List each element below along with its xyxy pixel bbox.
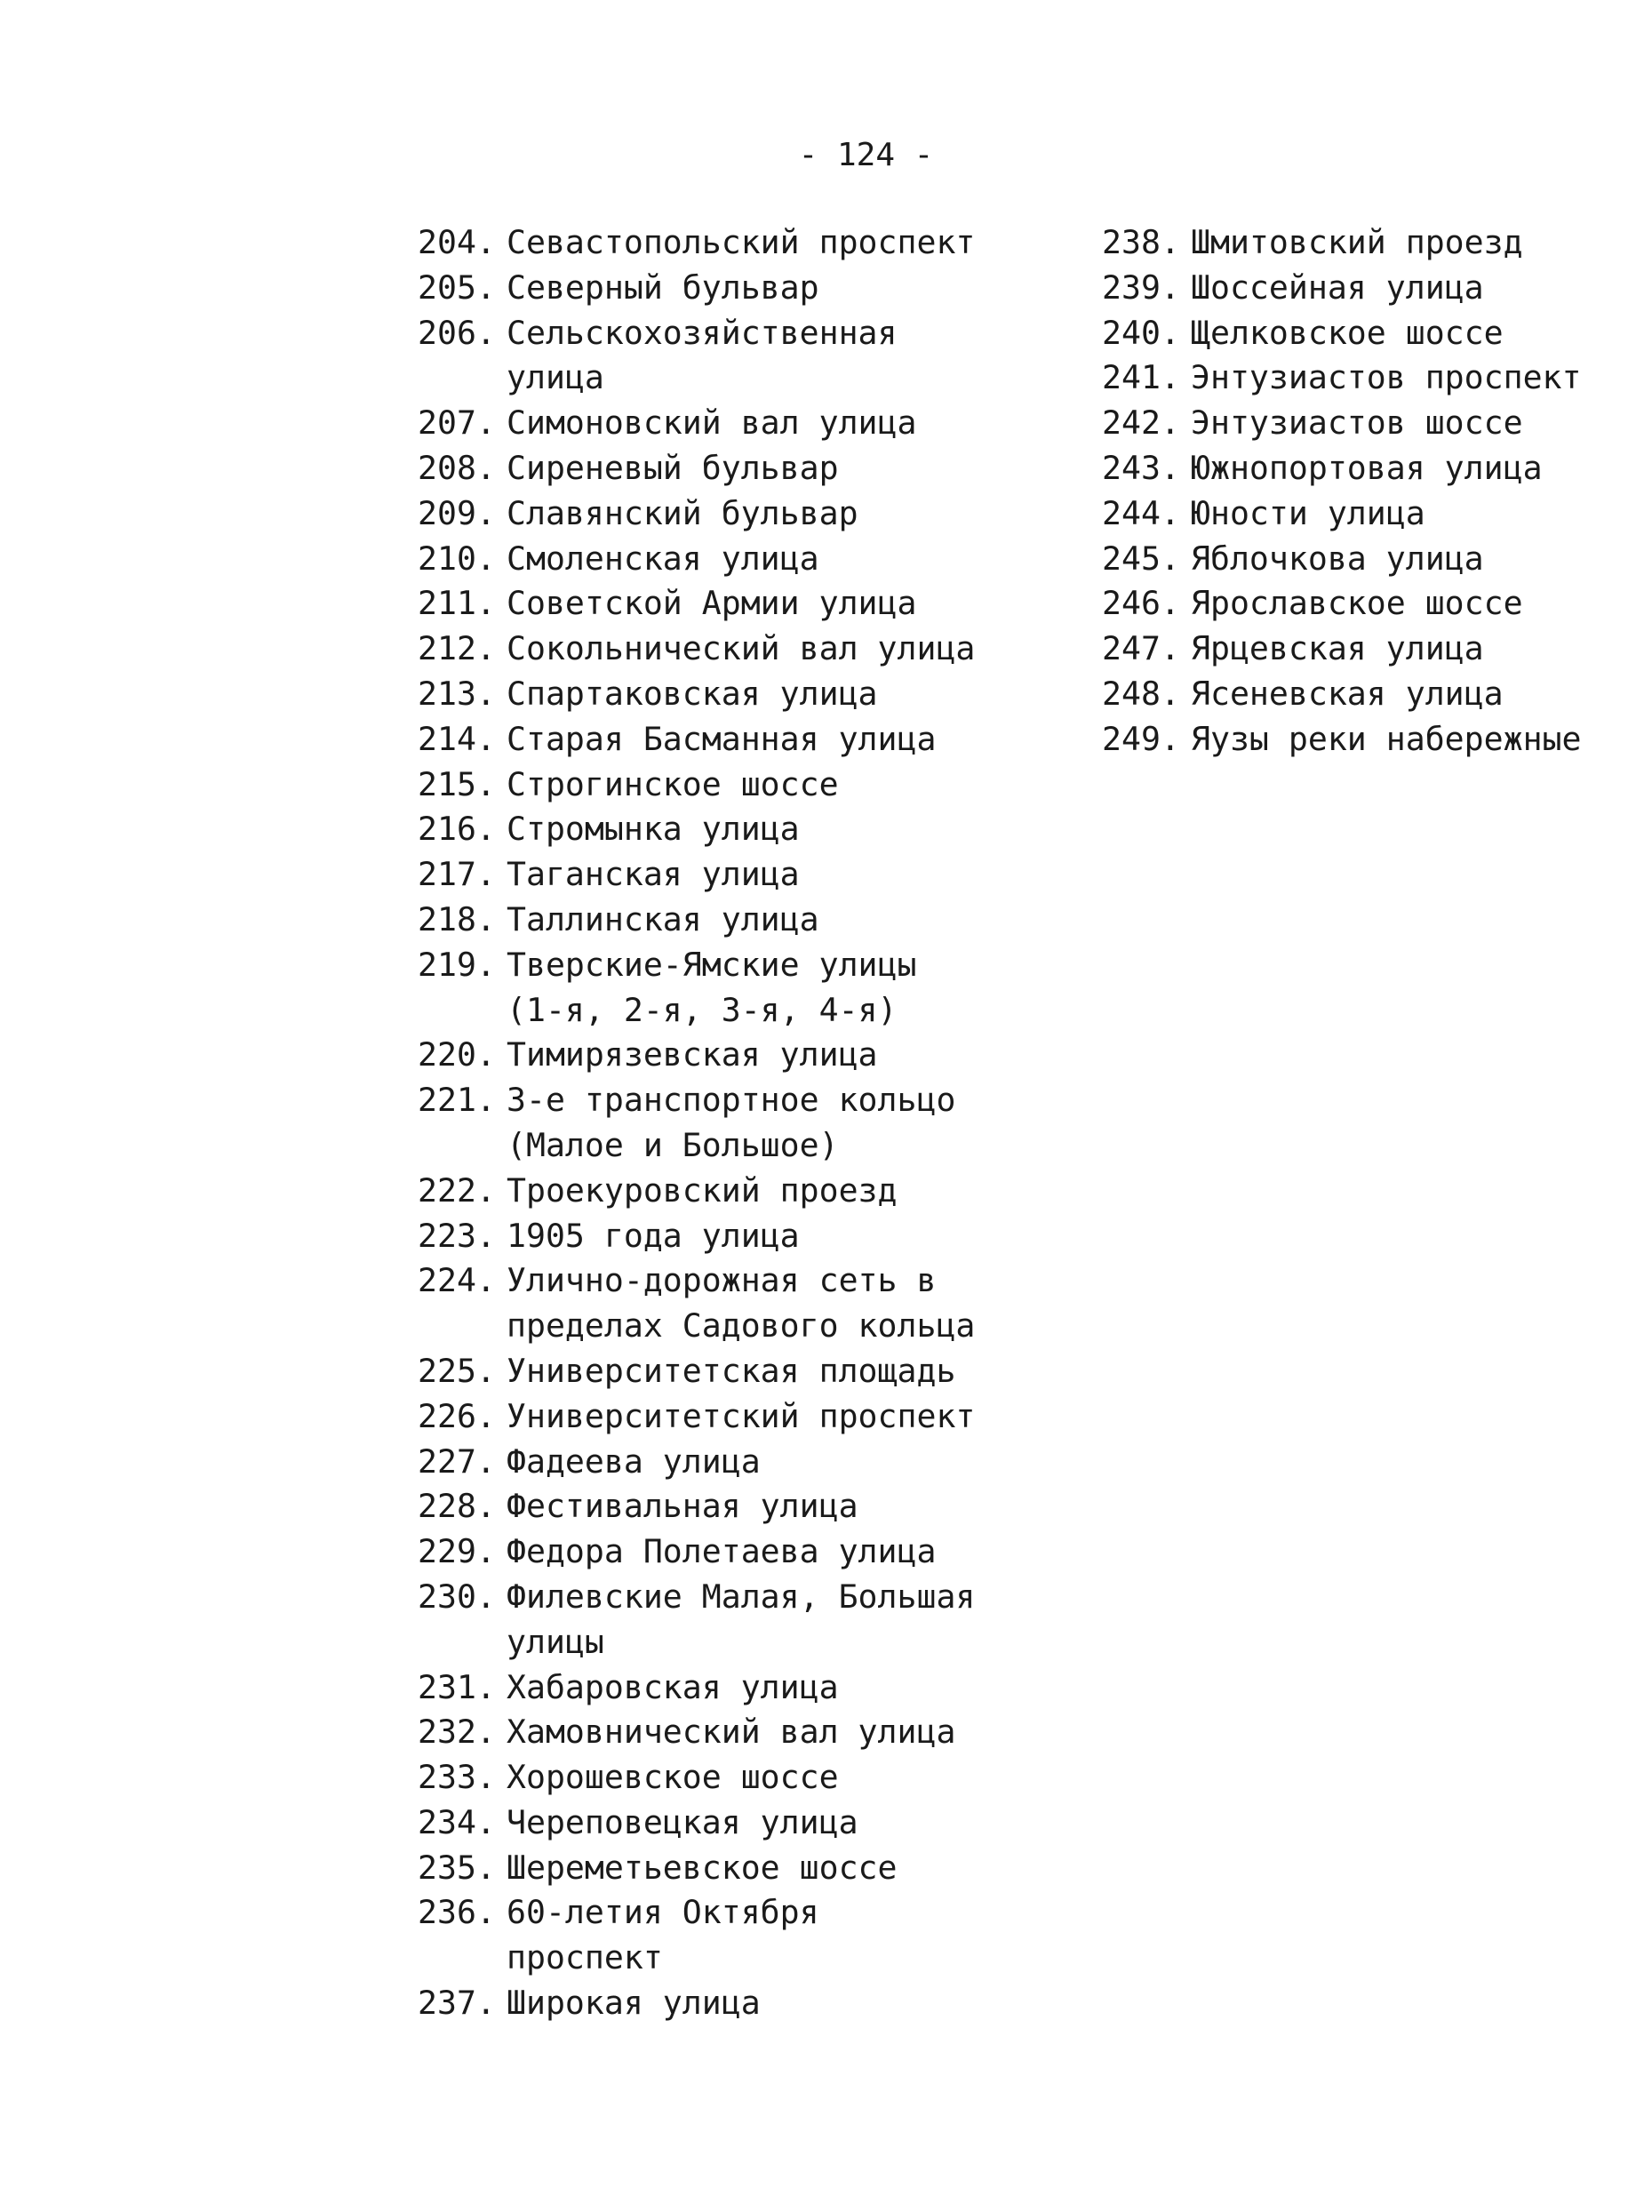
list-item <box>418 898 986 943</box>
street-name: Таганская улица <box>507 855 800 894</box>
street-name: Череповецкая улица <box>507 1802 858 1841</box>
street-name: Шереметьевское шоссе <box>507 1848 898 1887</box>
list-item <box>1102 672 1635 717</box>
item-number: 224. <box>418 1261 496 1300</box>
item-number: 234. <box>418 1802 496 1841</box>
list-item <box>418 581 986 627</box>
street-name: Фадеева улица <box>507 1441 761 1481</box>
item-number: 217. <box>418 855 496 894</box>
street-name: 3-е транспортное кольцо (Малое и Большое) <box>507 1081 956 1164</box>
street-name: Ярославское шоссе <box>1191 584 1523 623</box>
item-number: 248. <box>1102 674 1180 713</box>
list-item <box>418 1394 986 1440</box>
street-name: Симоновский вал улица <box>507 403 917 443</box>
street-name: Северный бульвар <box>507 268 819 307</box>
street-name: Энтузиастов проспект <box>1191 358 1582 397</box>
item-number: 213. <box>418 674 496 713</box>
street-name: Хамовнический вал улица <box>507 1713 956 1752</box>
list-item <box>418 1484 986 1529</box>
list-item <box>418 446 986 491</box>
list-item <box>418 401 986 446</box>
item-number: 212. <box>418 629 496 668</box>
list-item <box>1102 311 1635 356</box>
list-item <box>1102 220 1635 266</box>
street-name: Щелковское шоссе <box>1191 313 1504 352</box>
street-name: Широкая улица <box>507 1984 761 2023</box>
street-name: 1905 года улица <box>507 1216 800 1255</box>
item-number: 208. <box>418 448 496 487</box>
list-item <box>1102 446 1635 491</box>
item-number: 223. <box>418 1216 496 1255</box>
list-item <box>418 1890 986 1981</box>
street-name: Хабаровская улица <box>507 1667 839 1706</box>
list-item <box>418 311 986 402</box>
list-item <box>418 1710 986 1755</box>
list-item <box>1102 717 1635 763</box>
list-item <box>418 1033 986 1078</box>
item-number: 215. <box>418 764 496 803</box>
item-number: 233. <box>418 1758 496 1797</box>
street-name: 60-летия Октября проспект <box>507 1893 819 1977</box>
item-number: 221. <box>418 1081 496 1120</box>
list-item <box>418 220 986 266</box>
item-number: 249. <box>1102 719 1180 758</box>
item-number: 210. <box>418 539 496 578</box>
list-item <box>418 537 986 582</box>
item-number: 244. <box>1102 493 1180 532</box>
street-name: Стромынка улица <box>507 810 800 849</box>
street-name: Хорошевское шоссе <box>507 1758 839 1797</box>
street-name: Фестивальная улица <box>507 1487 858 1526</box>
item-number: 222. <box>418 1170 496 1210</box>
list-item <box>418 1349 986 1394</box>
street-name: Филевские Малая, Большая улицы <box>507 1577 976 1661</box>
list-item <box>418 1755 986 1801</box>
street-name: Сельскохозяйственная улица <box>507 313 898 397</box>
list-item <box>418 1169 986 1214</box>
street-name: Спартаковская улица <box>507 674 878 713</box>
item-number: 230. <box>418 1577 496 1616</box>
item-number: 238. <box>1102 223 1180 261</box>
item-number: 205. <box>418 268 496 307</box>
list-item <box>1102 581 1635 627</box>
street-name: Улично-дорожная сеть в пределах Садового кольца <box>507 1261 976 1346</box>
list-item <box>1102 537 1635 582</box>
item-number: 226. <box>418 1396 496 1435</box>
street-name: Университетский проспект <box>507 1396 976 1435</box>
item-number: 220. <box>418 1035 496 1074</box>
item-number: 245. <box>1102 539 1180 578</box>
item-number: 229. <box>418 1532 496 1571</box>
list-item <box>1102 491 1635 537</box>
item-number: 228. <box>418 1487 496 1526</box>
street-name: Смоленская улица <box>507 539 819 578</box>
street-name: Сиреневый бульвар <box>507 448 839 487</box>
item-number: 227. <box>418 1441 496 1481</box>
item-number: 218. <box>418 899 496 938</box>
item-number: 239. <box>1102 268 1180 307</box>
list-item <box>418 852 986 898</box>
item-number: 235. <box>418 1848 496 1887</box>
street-name: Ярцевская улица <box>1191 629 1484 668</box>
list-item <box>418 1214 986 1259</box>
street-name: Славянский бульвар <box>507 493 858 532</box>
street-name: Яблочкова улица <box>1191 539 1484 578</box>
list-item <box>418 943 986 1034</box>
item-number: 225. <box>418 1351 496 1390</box>
list-item <box>1102 401 1635 446</box>
right-column-list <box>1102 220 1635 763</box>
list-item <box>418 763 986 808</box>
list-item <box>418 717 986 763</box>
street-name: Энтузиастов шоссе <box>1191 403 1523 443</box>
list-item <box>418 1846 986 1891</box>
list-item <box>418 807 986 852</box>
street-name: Юности улица <box>1191 493 1425 532</box>
list-item <box>418 266 986 311</box>
item-number: 232. <box>418 1713 496 1752</box>
list-item <box>418 672 986 717</box>
item-number: 240. <box>1102 313 1180 352</box>
street-name: Старая Басманная улица <box>507 719 937 758</box>
street-name: Южнопортовая улица <box>1191 448 1543 487</box>
item-number: 236. <box>418 1893 496 1932</box>
street-name: Федора Полетаева улица <box>507 1532 937 1571</box>
left-column-list <box>418 220 986 2026</box>
list-item <box>418 1258 986 1349</box>
item-number: 214. <box>418 719 496 758</box>
street-name: Яузы реки набережные <box>1191 719 1582 758</box>
item-number: 231. <box>418 1667 496 1706</box>
street-name: Севастопольский проспект <box>507 223 976 261</box>
item-number: 246. <box>1102 584 1180 623</box>
street-name: Советской Армии улица <box>507 584 917 623</box>
item-number: 204. <box>418 223 496 261</box>
street-name: Шоссейная улица <box>1191 268 1484 307</box>
list-item <box>418 1981 986 2026</box>
item-number: 247. <box>1102 629 1180 668</box>
item-number: 216. <box>418 810 496 849</box>
street-name: Ясеневская улица <box>1191 674 1504 713</box>
list-item <box>418 491 986 537</box>
list-item <box>418 1078 986 1169</box>
item-number: 237. <box>418 1984 496 2023</box>
item-number: 241. <box>1102 358 1180 397</box>
street-name: Таллинская улица <box>507 899 819 938</box>
street-name: Строгинское шоссе <box>507 764 839 803</box>
item-number: 209. <box>418 493 496 532</box>
street-name: Шмитовский проезд <box>1191 223 1523 261</box>
list-item <box>418 1529 986 1575</box>
list-item <box>1102 355 1635 401</box>
item-number: 219. <box>418 945 496 984</box>
item-number: 243. <box>1102 448 1180 487</box>
item-number: 242. <box>1102 403 1180 443</box>
street-name: Университетская площадь <box>507 1351 956 1390</box>
list-item <box>418 1801 986 1846</box>
list-item <box>418 1440 986 1485</box>
street-name: Троекуровский проезд <box>507 1170 898 1210</box>
street-name: Тверские-Ямские улицы (1-я, 2-я, 3-я, 4-я) <box>507 945 917 1029</box>
item-number: 206. <box>418 313 496 352</box>
list-item <box>418 1665 986 1711</box>
list-item <box>418 627 986 672</box>
item-number: 207. <box>418 403 496 443</box>
item-number: 211. <box>418 584 496 623</box>
street-name: Сокольнический вал улица <box>507 629 976 668</box>
street-name: Тимирязевская улица <box>507 1035 878 1074</box>
list-item <box>1102 266 1635 311</box>
list-item <box>418 1575 986 1665</box>
page-number: - 124 - <box>798 137 934 173</box>
list-item <box>1102 627 1635 672</box>
